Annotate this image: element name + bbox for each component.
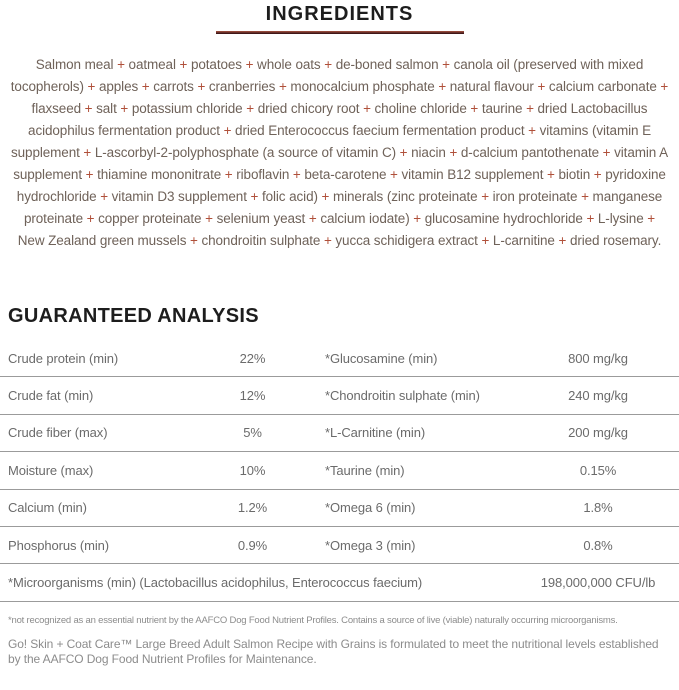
plus-separator: + xyxy=(386,167,402,182)
plus-separator: + xyxy=(445,145,461,160)
plus-separator: + xyxy=(81,167,98,182)
nutrient-name-left: Crude protein (min) xyxy=(8,350,119,366)
ingredients-text: Salmon meal + oatmeal + potatoes + whole oats + de-boned salmon + canola oil (preserved with mixed tocopherols) + apples + carrots + cranberries + monocalcium phosphate + natural flavour + calcium carbonate + flaxseed + salt + potassium chloride + dried chicory root + choline chloride + taurine + dried Lactobacillus acidophilus fermentation product + dried Enterococcus faecium fermentation product + vitamins (vitamin E supplement + L-ascorbyl-2-polyphosphate (a source of vitamin C) + niacin + d-calcium pantothenate + vitamin A supplement + thiamine mononitrate + riboflavin + beta-carotene + vitamin B12 supplement + biotin + pyridoxine hydrochloride + vitamin D3 supplement + folic acid) + minerals (zinc proteinate + iron proteinate + manganese proteinate + copper proteinate + selenium yeast + calcium iodate) + glucosamine hydrochloride + L-lysine + New Zealand green mussels + chondroitin sulphate + yucca schidigera extract + L-carnitine + dried rosemary. xyxy=(10,57,669,248)
nutrient-name-right: *Chondroitin sulphate (min) xyxy=(325,388,480,404)
plus-separator: + xyxy=(96,189,112,204)
nutrient-value-right: 0.15% xyxy=(579,462,617,478)
nutrient-value-right: 1.8% xyxy=(583,500,613,516)
plus-separator: + xyxy=(186,233,202,248)
plus-separator: + xyxy=(193,79,209,94)
nutrient-value-left: 22% xyxy=(239,350,266,366)
table-row xyxy=(0,377,679,414)
title-underline-rule xyxy=(216,31,464,34)
plus-separator: + xyxy=(320,57,336,72)
plus-separator: + xyxy=(438,57,454,72)
plus-separator: + xyxy=(522,101,538,116)
microorganisms-name: *Microorganisms (min) (Lactobacillus acidophilus, Enterococcus faecium) xyxy=(8,575,423,591)
table-row xyxy=(0,340,679,377)
plus-separator: + xyxy=(175,57,191,72)
guaranteed-analysis-table xyxy=(0,340,679,602)
plus-separator: + xyxy=(116,101,132,116)
plus-separator: + xyxy=(79,145,95,160)
plus-separator: + xyxy=(533,79,549,94)
asterisk-footnote: *not recognized as an essential nutrient by the AAFCO Dog Food Nutrient Profiles. Contains a source of live (viable) naturally occurring microorganisms. xyxy=(8,614,618,626)
nutrient-name-left: Phosphorus (min) xyxy=(8,537,109,553)
plus-separator: + xyxy=(83,211,99,226)
table-row-microorganisms xyxy=(0,564,679,601)
table-row xyxy=(0,490,679,527)
nutrient-name-right: *L-Carnitine (min) xyxy=(325,425,426,441)
table-row xyxy=(0,452,679,489)
plus-separator: + xyxy=(590,167,606,182)
nutrient-value-left: 0.9% xyxy=(237,537,268,553)
plus-separator: + xyxy=(317,189,333,204)
plus-separator: + xyxy=(242,101,258,116)
plus-separator: + xyxy=(221,167,237,182)
nutrient-value-left: 10% xyxy=(239,462,266,478)
plus-separator: + xyxy=(83,79,99,94)
nutrient-name-left: Moisture (max) xyxy=(8,462,94,478)
nutrient-name-right: *Omega 3 (min) xyxy=(325,537,416,553)
guaranteed-analysis-title: GUARANTEED ANALYSIS xyxy=(8,305,259,327)
nutrient-name-left: Crude fiber (max) xyxy=(8,425,108,441)
nutrient-value-right: 200 mg/kg xyxy=(568,425,628,441)
nutrient-value-left: 12% xyxy=(239,388,266,404)
plus-separator: + xyxy=(305,211,321,226)
nutrient-value-left: 1.2% xyxy=(237,500,268,516)
plus-separator: + xyxy=(643,211,656,226)
plus-separator: + xyxy=(466,101,482,116)
nutrient-name-right: *Glucosamine (min) xyxy=(325,350,438,366)
plus-separator: + xyxy=(359,101,375,116)
plus-separator: + xyxy=(201,211,217,226)
ingredients-title: INGREDIENTS xyxy=(265,3,414,25)
plus-separator: + xyxy=(289,167,305,182)
plus-separator: + xyxy=(477,189,493,204)
plus-separator: + xyxy=(320,233,336,248)
nutrient-name-right: *Omega 6 (min) xyxy=(325,500,416,516)
plus-separator: + xyxy=(275,79,291,94)
plus-separator: + xyxy=(138,79,154,94)
plus-separator: + xyxy=(656,79,669,94)
plus-separator: + xyxy=(434,79,450,94)
plus-separator: + xyxy=(81,101,97,116)
plus-separator: + xyxy=(113,57,129,72)
nutrient-name-left: Crude fat (min) xyxy=(8,388,94,404)
plus-separator: + xyxy=(599,145,615,160)
plus-separator: + xyxy=(241,57,258,72)
plus-separator: + xyxy=(524,123,540,138)
plus-separator: + xyxy=(477,233,493,248)
plus-separator: + xyxy=(543,167,559,182)
plus-separator: + xyxy=(582,211,598,226)
plus-separator: + xyxy=(219,123,236,138)
nutrient-value-right: 0.8% xyxy=(583,537,613,553)
nutrient-value-left: 5% xyxy=(243,425,262,441)
plus-separator: + xyxy=(396,145,412,160)
plus-separator: + xyxy=(577,189,593,204)
nutrient-value-right: 800 mg/kg xyxy=(568,350,628,366)
table-row xyxy=(0,415,679,452)
plus-separator: + xyxy=(409,211,425,226)
plus-separator: + xyxy=(554,233,570,248)
table-row xyxy=(0,527,679,564)
nutrient-value-right: 240 mg/kg xyxy=(568,388,628,404)
nutrient-name-left: Calcium (min) xyxy=(8,500,87,516)
nutrient-name-right: *Taurine (min) xyxy=(325,462,405,478)
microorganisms-value: 198,000,000 CFU/lb xyxy=(540,575,656,591)
plus-separator: + xyxy=(246,189,262,204)
aafco-statement: Go! Skin + Coat Care™ Large Breed Adult Salmon Recipe with Grains is formulated to meet the nutritional levels established by the AAFCO Dog Food Nutrient Profiles for Maintenance. xyxy=(8,636,659,666)
